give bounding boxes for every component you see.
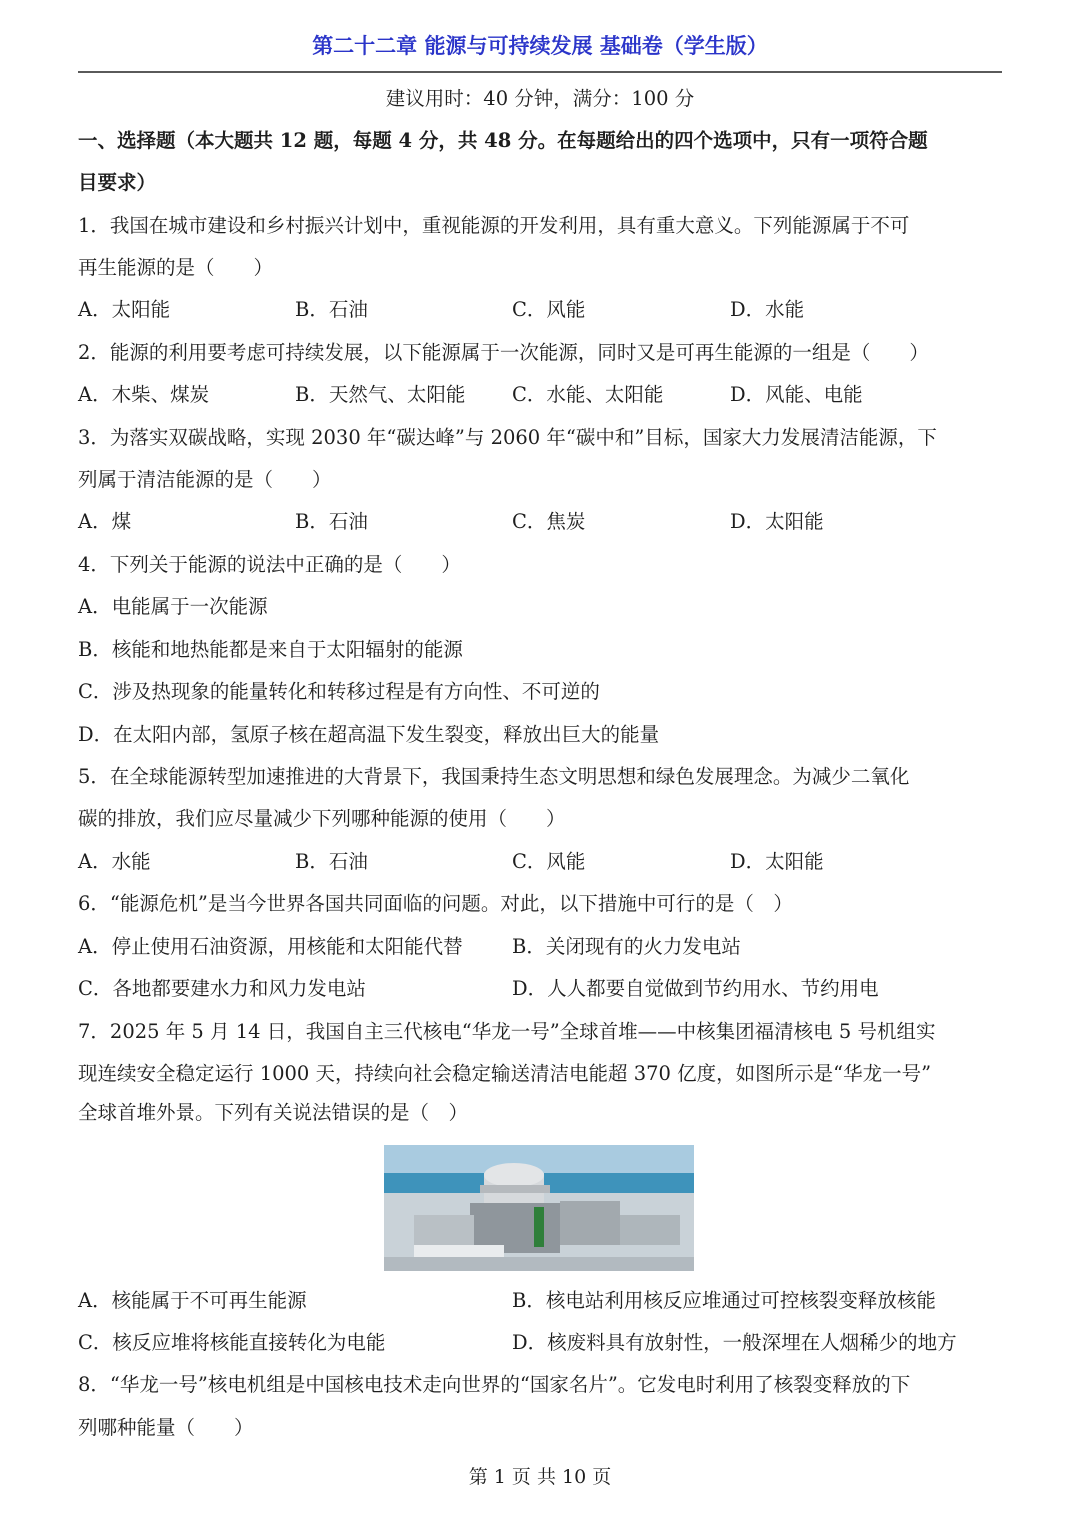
time-score-note: 建议用时：40 分钟，满分：100 分 <box>385 87 695 110</box>
question-5-stem: 5．在全球能源转型加速推进的大背景下，我国秉持生态文明思想和绿色发展理念。为减少二氧化 <box>78 765 910 788</box>
q4-option-b: B．核能和地热能都是来自于太阳辐射的能源 <box>78 638 463 661</box>
q7-option-c: C．核反应堆将核能直接转化为电能 <box>78 1331 386 1354</box>
title-divider <box>78 71 1002 73</box>
question-3-stem: 3．为落实双碳战略，实现 2030 年“碳达峰”与 2060 年“碳中和”目标，国家大力发展清洁能源，下 <box>78 426 937 449</box>
q6-option-b: B．关闭现有的火力发电站 <box>512 935 741 958</box>
q2-option-a: A．木柴、煤炭 <box>78 383 210 406</box>
question-2-stem: 2．能源的利用要考虑可持续发展，以下能源属于一次能源，同时又是可再生能源的一组是（ ） <box>78 341 929 364</box>
question-3-stem-cont: 列属于清洁能源的是（ ） <box>78 468 332 491</box>
nuclear-plant-photo <box>384 1145 694 1271</box>
q6-option-a: A．停止使用石油资源，用核能和太阳能代替 <box>78 935 463 958</box>
q2-option-b: B．天然气、太阳能 <box>295 383 466 406</box>
document-title: 第二十二章 能源与可持续发展 基础卷（学生版） <box>312 34 768 58</box>
q3-option-d: D．太阳能 <box>730 510 824 533</box>
question-1-stem: 1．我国在城市建设和乡村振兴计划中，重视能源的开发利用，具有重大意义。下列能源属于不可 <box>78 214 910 237</box>
question-7-stem-cont-2: 全球首堆外景。下列有关说法错误的是（ ） <box>78 1101 469 1124</box>
q6-option-c: C．各地都要建水力和风力发电站 <box>78 977 366 1000</box>
q3-option-c: C．焦炭 <box>512 510 586 533</box>
q4-option-d: D．在太阳内部，氢原子核在超高温下发生裂变，释放出巨大的能量 <box>78 723 660 746</box>
section-heading-line2: 目要求） <box>78 171 157 194</box>
section-heading-line1: 一、选择题（本大题共 12 题，每题 4 分，共 48 分。在每题给出的四个选项中，只有一项符合题 <box>78 129 928 152</box>
q4-option-c: C．涉及热现象的能量转化和转移过程是有方向性、不可逆的 <box>78 680 600 703</box>
question-1-stem-cont: 再生能源的是（ ） <box>78 256 274 279</box>
q7-option-a: A．核能属于不可再生能源 <box>78 1289 307 1312</box>
question-4-stem: 4．下列关于能源的说法中正确的是（ ） <box>78 553 461 576</box>
q1-option-b: B．石油 <box>295 298 368 321</box>
q5-option-d: D．太阳能 <box>730 850 824 873</box>
q1-option-a: A．太阳能 <box>78 298 171 321</box>
q5-option-a: A．水能 <box>78 850 151 873</box>
q3-option-a: A．煤 <box>78 510 132 533</box>
q7-option-b: B．核电站利用核反应堆通过可控核裂变释放核能 <box>512 1289 936 1312</box>
q3-option-b: B．石油 <box>295 510 368 533</box>
question-8-stem: 8．“华龙一号”核电机组是中国核电技术走向世界的“国家名片”。它发电时利用了核裂变释放的下 <box>78 1373 911 1396</box>
q6-option-d: D．人人都要自觉做到节约用水、节约用电 <box>512 977 879 1000</box>
q5-option-c: C．风能 <box>512 850 586 873</box>
question-8-stem-cont: 列哪种能量（ ） <box>78 1416 254 1439</box>
q1-option-c: C．风能 <box>512 298 586 321</box>
question-6-stem: 6．“能源危机”是当今世界各国共同面临的问题。对此，以下措施中可行的是（ ） <box>78 892 793 915</box>
q2-option-d: D．风能、电能 <box>730 383 863 406</box>
question-7-stem-cont: 现连续安全稳定运行 1000 天，持续向社会稳定输送清洁电能超 370 亿度，如图所示是“华龙一号” <box>78 1062 932 1085</box>
q5-option-b: B．石油 <box>295 850 368 873</box>
page-number: 第 1 页 共 10 页 <box>468 1466 612 1488</box>
question-5-stem-cont: 碳的排放，我们应尽量减少下列哪种能源的使用（ ） <box>78 807 566 830</box>
q1-option-d: D．水能 <box>730 298 805 321</box>
q7-option-d: D．核废料具有放射性，一般深埋在人烟稀少的地方 <box>512 1331 957 1354</box>
q4-option-a: A．电能属于一次能源 <box>78 595 268 618</box>
q2-option-c: C．水能、太阳能 <box>512 383 664 406</box>
question-7-stem: 7．2025 年 5 月 14 日，我国自主三代核电“华龙一号”全球首堆——中核集团福清核电 5 号机组实 <box>78 1020 936 1043</box>
